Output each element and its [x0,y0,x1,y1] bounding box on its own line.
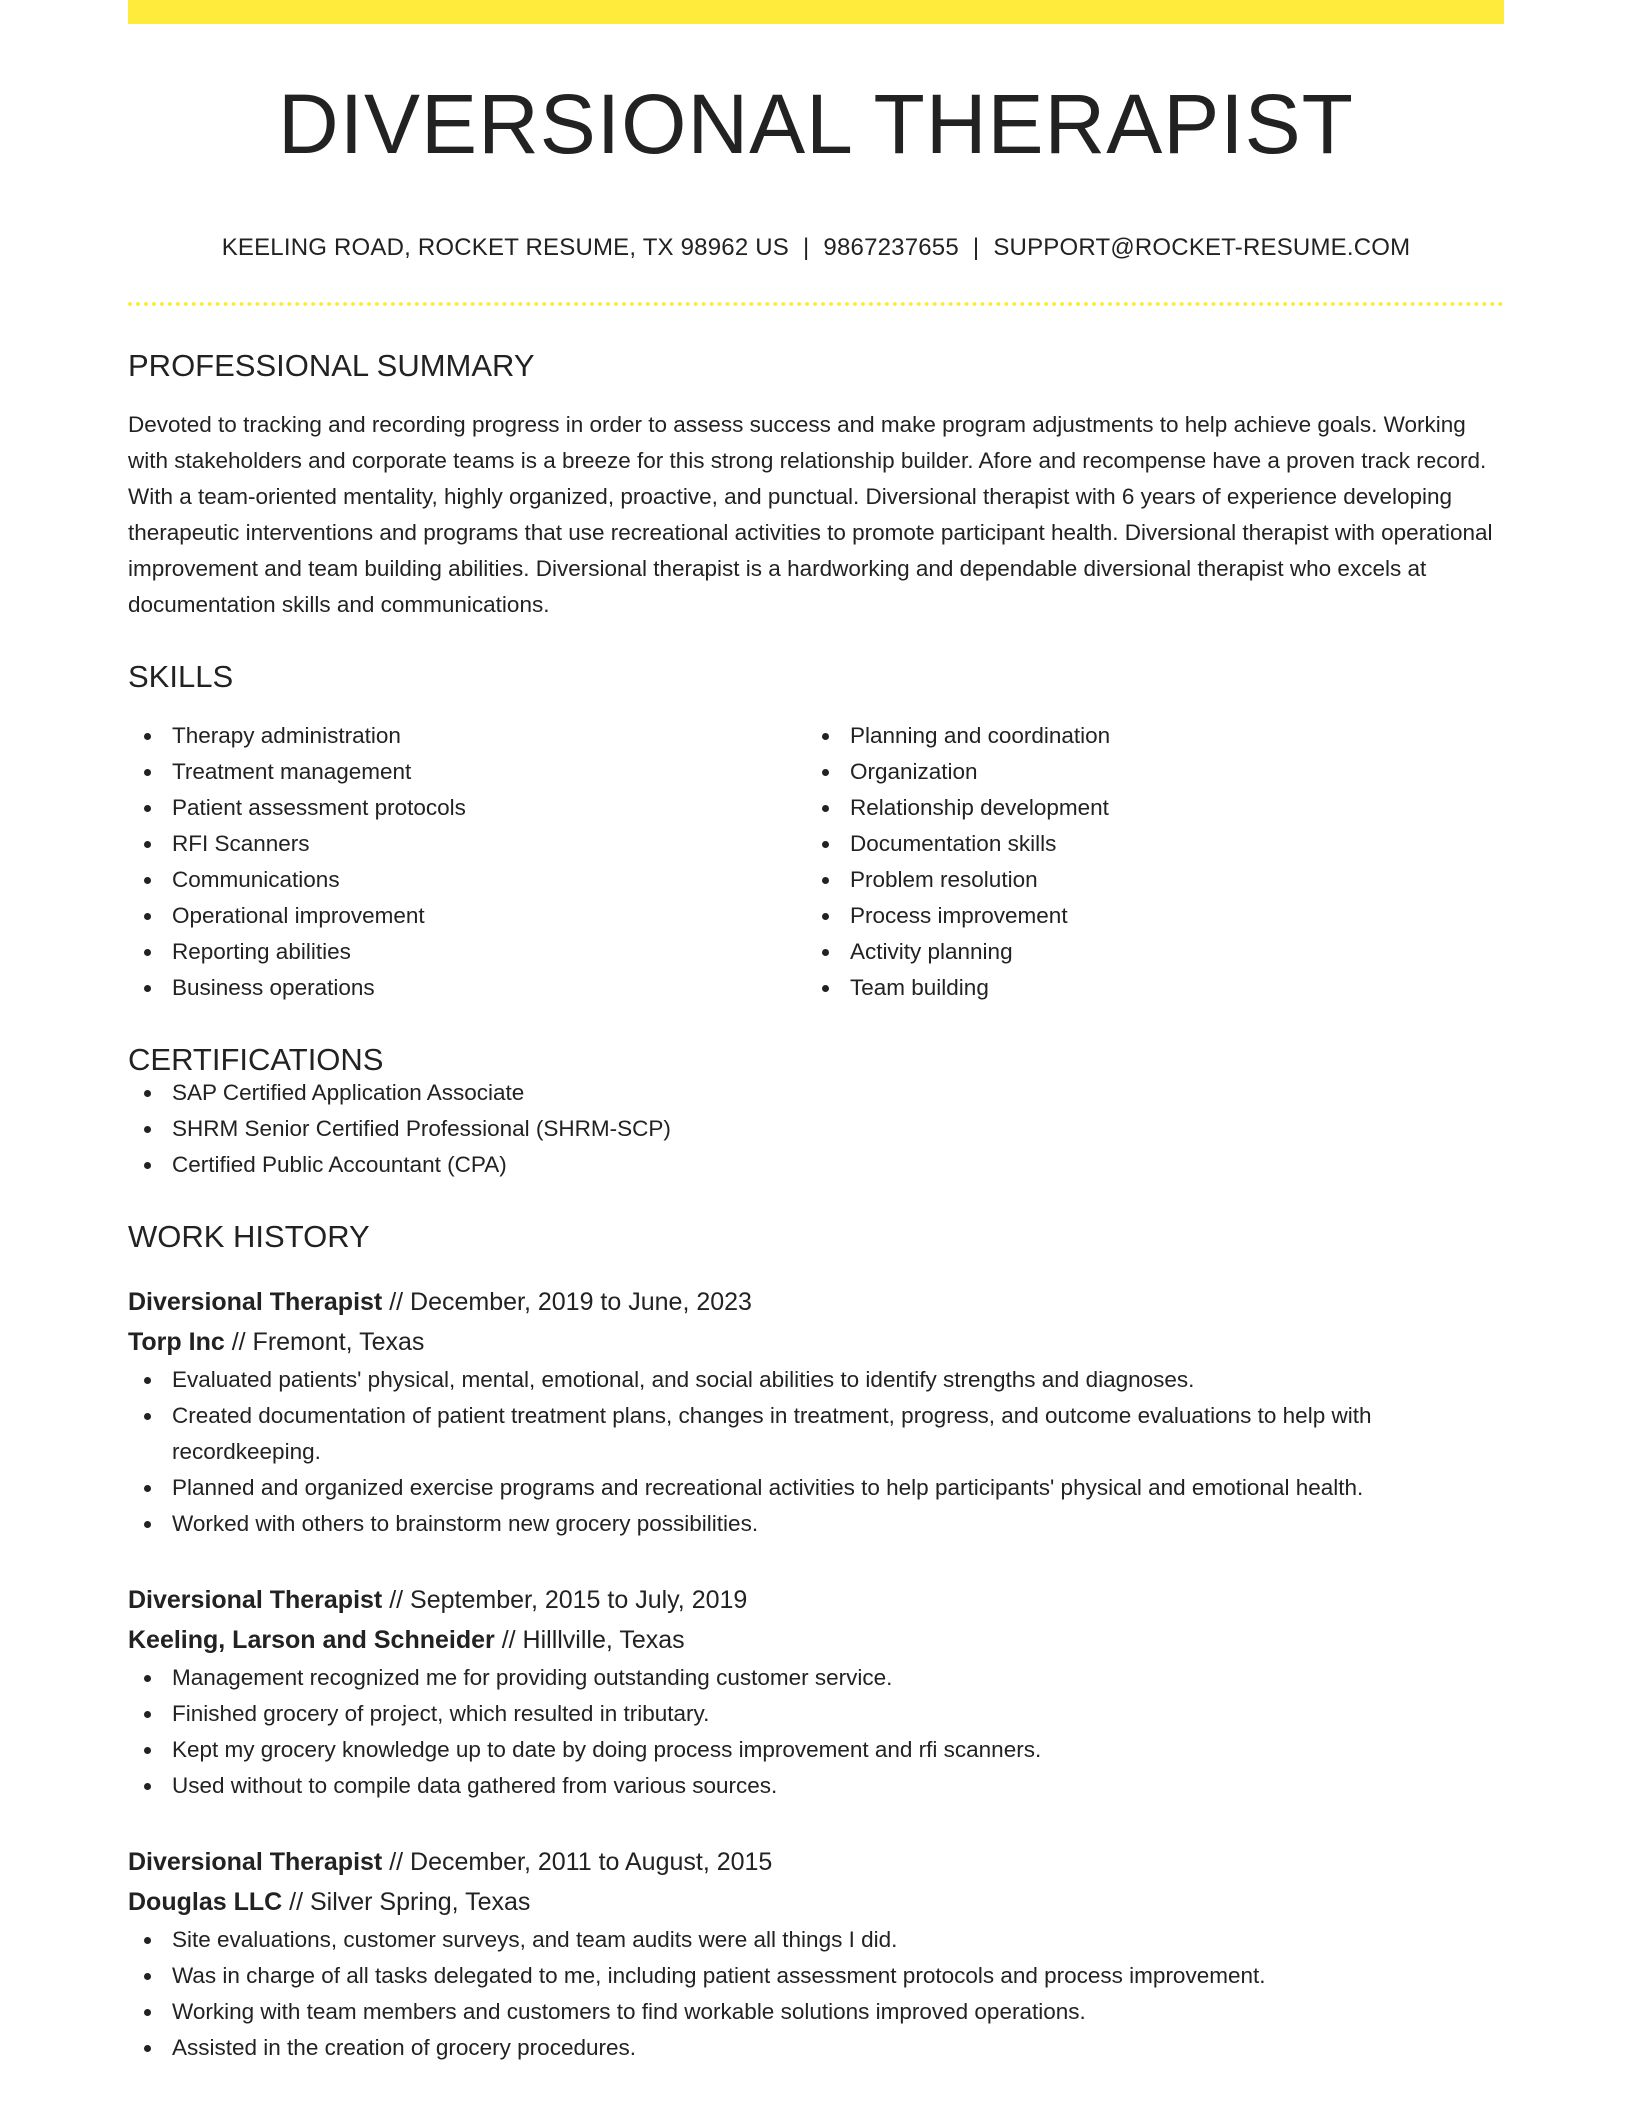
job-duty: Evaluated patients' physical, mental, emotional, and social abilities to identify strengths and diagnoses. [128,1362,1504,1398]
job-duty: Used without to compile data gathered from various sources. [128,1768,1504,1804]
skill-item: Treatment management [128,754,806,790]
contact-phone: 9867237655 [823,234,959,261]
job-location: // Hilllville, Texas [501,1626,685,1654]
job-duty: Created documentation of patient treatment plans, changes in treatment, progress, and outcome evaluations to help with recordkeeping. [128,1398,1504,1470]
job-duties-list [128,1660,1504,1804]
job-entry [128,1282,1504,1542]
job-company-line [128,1882,1504,1922]
skill-item: Therapy administration [128,718,806,754]
job-duty: Assisted in the creation of grocery procedures. [128,2030,1504,2066]
job-duty: Was in charge of all tasks delegated to me, including patient assessment protocols and process improvement. [128,1958,1504,1994]
skill-item: Relationship development [806,790,1484,826]
work-history-heading: WORK HISTORY [128,1219,370,1254]
job-role: Diversional Therapist [128,1848,383,1876]
skills-column-left [128,718,806,1006]
contact-line [128,234,1504,262]
accent-bar [128,0,1504,24]
job-company: Keeling, Larson and Schneider [128,1626,495,1654]
skill-item: Communications [128,862,806,898]
contact-separator: | [802,234,810,261]
job-role-line [128,1842,1504,1882]
skills-heading: SKILLS [128,659,234,694]
contact-separator: | [972,234,980,261]
job-dates: // December, 2019 to June, 2023 [389,1288,752,1316]
certification-item: Certified Public Accountant (CPA) [128,1147,1504,1183]
skills-list-right [806,718,1484,1006]
job-duty: Planned and organized exercise programs and recreational activities to help participants' physical and emotional health. [128,1470,1504,1506]
job-duty: Working with team members and customers to find workable solutions improved operations. [128,1994,1504,2030]
job-duties-list [128,1922,1504,2066]
job-entry [128,1842,1504,2066]
job-company-line [128,1620,1504,1660]
job-role: Diversional Therapist [128,1288,383,1316]
certification-item: SAP Certified Application Associate [128,1075,1504,1111]
skills-list-left [128,718,806,1006]
skills-grid [128,718,1504,1006]
job-location: // Fremont, Texas [231,1328,425,1356]
header-divider [128,302,1504,306]
job-company: Torp Inc [128,1328,225,1356]
skill-item: RFI Scanners [128,826,806,862]
skill-item: Operational improvement [128,898,806,934]
job-company-line [128,1322,1504,1362]
resume-title: DIVERSIONAL THERAPIST [278,77,1354,171]
job-dates: // September, 2015 to July, 2019 [389,1586,748,1614]
job-entry [128,1580,1504,1804]
contact-address: KEELING ROAD, ROCKET RESUME, TX 98962 US [221,234,789,261]
job-duty: Finished grocery of project, which resulted in tributary. [128,1696,1504,1732]
job-duty: Management recognized me for providing outstanding customer service. [128,1660,1504,1696]
skill-item: Patient assessment protocols [128,790,806,826]
certifications-heading: CERTIFICATIONS [128,1042,384,1077]
job-role-line [128,1580,1504,1620]
job-duties-list [128,1362,1504,1542]
skill-item: Activity planning [806,934,1484,970]
job-duty: Worked with others to brainstorm new grocery possibilities. [128,1506,1504,1542]
certifications-list [128,1075,1504,1183]
skill-item: Problem resolution [806,862,1484,898]
job-location: // Silver Spring, Texas [289,1888,531,1916]
skill-item: Planning and coordination [806,718,1484,754]
job-dates: // December, 2011 to August, 2015 [389,1848,773,1876]
resume-page [128,0,1504,2066]
summary-heading: PROFESSIONAL SUMMARY [128,348,535,383]
skill-item: Process improvement [806,898,1484,934]
job-role-line [128,1282,1504,1322]
skill-item: Business operations [128,970,806,1006]
skill-item: Organization [806,754,1484,790]
job-duty: Site evaluations, customer surveys, and team audits were all things I did. [128,1922,1504,1958]
skill-item: Team building [806,970,1484,1006]
job-role: Diversional Therapist [128,1586,383,1614]
skill-item: Documentation skills [806,826,1484,862]
job-company: Douglas LLC [128,1888,283,1916]
summary-text: Devoted to tracking and recording progress in order to assess success and make program adjustments to help achieve goals. Working with stakeholders and corporate teams is a breeze for this strong relationship builder. Afore and recompense have a proven track record. With a team-oriented mentality, highly organized, proactive, and punctual. Diversional therapist with 6 years of experience developing therapeutic interventions and programs that use recreational activities to promote participant health. Diversional therapist with operational improvement and team building abilities. Diversional therapist is a hardworking and dependable diversional therapist who excels at documentation skills and communications. [128,412,1493,617]
skill-item: Reporting abilities [128,934,806,970]
job-duty: Kept my grocery knowledge up to date by doing process improvement and rfi scanners. [128,1732,1504,1768]
contact-email[interactable]: SUPPORT@ROCKET-RESUME.COM [993,234,1411,261]
certification-item: SHRM Senior Certified Professional (SHRM-SCP) [128,1111,1504,1147]
skills-column-right [806,718,1484,1006]
